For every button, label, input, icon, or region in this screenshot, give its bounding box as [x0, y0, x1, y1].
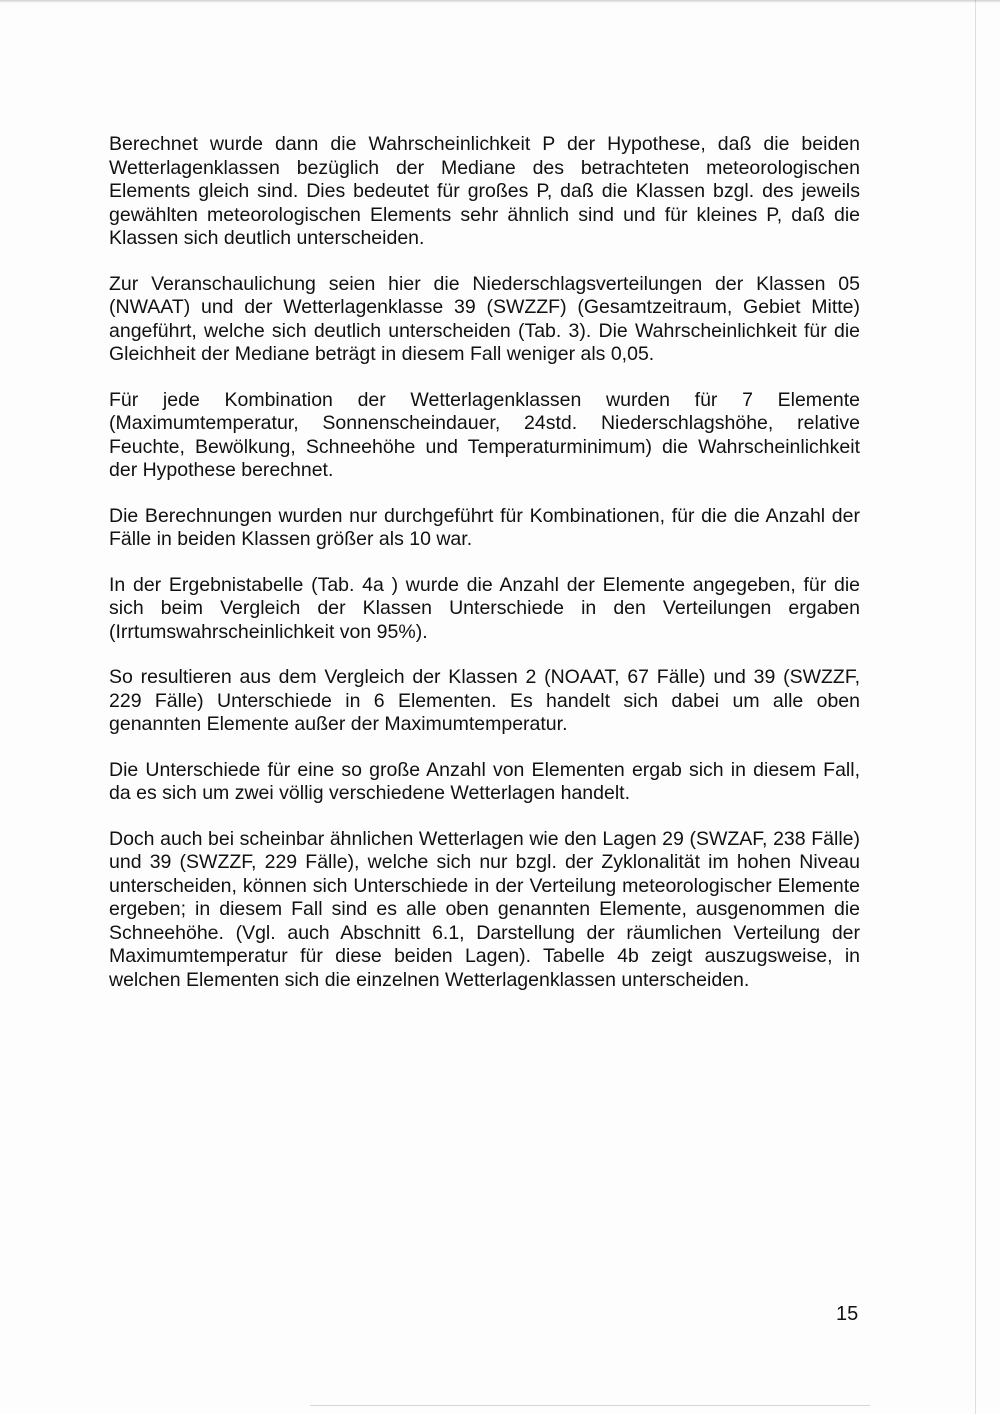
paragraph-elements: Für jede Kombination der Wetterlagenklassen wurden für 7 Elemente (Maximumtemperatur, Sonnenscheindauer, 24std. Niederschlagshöhe, relative Feuchte, Bewölkung, Schneehöhe und Temperaturminimum) die Wahrscheinlichkeit der Hypothese berechnet. — [109, 388, 860, 481]
paragraph-calculation-condition: Die Berechnungen wurden nur durchgeführt für Kombinationen, für die die Anzahl der Fälle in beiden Klassen größer als 10 war. — [109, 504, 860, 550]
page-number: 15 — [836, 1303, 859, 1325]
paragraph-class-comparison: So resultieren aus dem Vergleich der Klassen 2 (NOAAT, 67 Fälle) und 39 (SWZZF, 229 Fälle) Unterschiede in 6 Elementen. Es handelt sich dabei um alle oben genannten Elemente außer der Maximumtemperatur. — [109, 666, 860, 735]
paragraph-illustration: Zur Veranschaulichung seien hier die Niederschlagsverteilungen der Klassen 05 (NWAAT) und der Wetterlagenklasse 39 (SWZZF) (Gesamtzeitraum, Gebiet Mitte) angeführt, welche sich deutlich unterscheiden (Tab. 3). Die Wahrscheinlichkeit für die Gleichheit der Mediane beträgt in diesem Fall weniger als 0,05. — [109, 272, 860, 365]
scan-edge-bottom — [310, 1405, 870, 1406]
paragraph-hypothesis: Berechnet wurde dann die Wahrscheinlichkeit P der Hypothese, daß die beiden Wetterlagenklassen bezüglich der Mediane des betrachteten meteorologischen Elements gleich sind. Dies bedeutet für großes P, daß die Klassen bzgl. des jeweils gewählten meteorologischen Elements sehr ähnlich sind und für kleines P, daß die Klassen sich deutlich unterscheiden. — [109, 133, 860, 249]
paragraph-differences: Die Unterschiede für eine so große Anzahl von Elementen ergab sich in diesem Fall, da es sich um zwei völlig verschiedene Wetterlagen handelt. — [109, 758, 860, 804]
scan-edge-right — [975, 0, 976, 1414]
scan-edge-top — [0, 0, 1000, 3]
paragraph-results-table: In der Ergebnistabelle (Tab. 4a ) wurde die Anzahl der Elemente angegeben, für die sich beim Vergleich der Klassen Unterschiede in den Verteilungen ergaben (Irrtumswahrscheinlichkeit von 95%). — [109, 573, 860, 643]
body-text — [109, 133, 860, 1014]
paragraph-similar-weather: Doch auch bei scheinbar ähnlichen Wetterlagen wie den Lagen 29 (SWZAF, 238 Fälle) und 39 (SWZZF, 229 Fälle), welche sich nur bzgl. der Zyklonalität im hohen Niveau unterscheiden, können sich Unterschiede in der Verteilung meteorologischer Elemente ergeben; in diesem Fall sind es alle oben genannten Elemente, ausgenommen die Schneehöhe. (Vgl. auch Abschnitt 6.1, Darstellung der räumlichen Verteilung der Maximumtemperatur für diese beiden Lagen). Tabelle 4b zeigt auszugsweise, in welchen Elementen sich die einzelnen Wetterlagenklassen unterscheiden. — [109, 827, 860, 991]
